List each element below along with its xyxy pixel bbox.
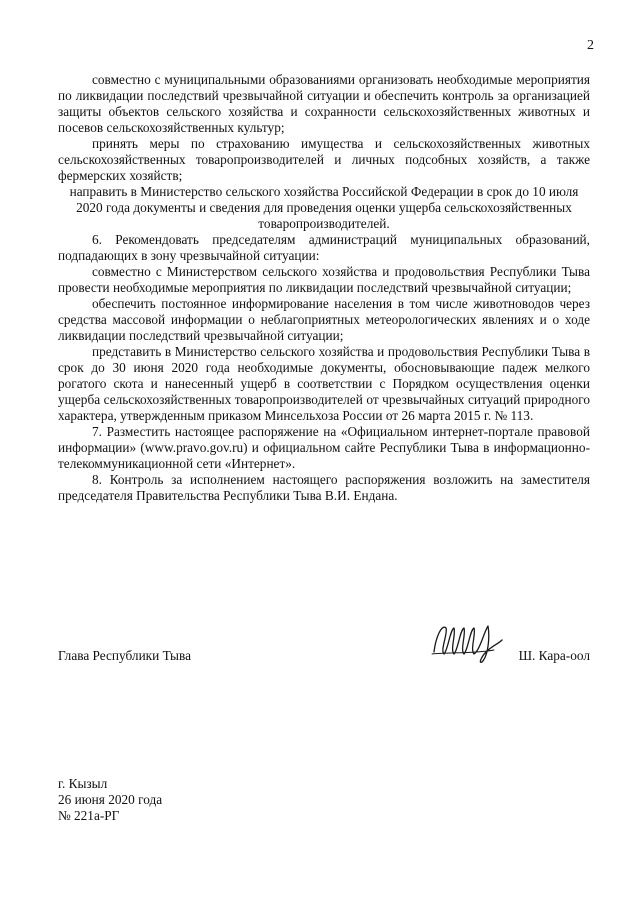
paragraph-item-7: 7. Разместить настоящее распоряжение на «Официальном интернет-портале правовой информации» (www.pravo.gov.ru) и официальном сайте Республики Тыва в информационно-телекоммуникационной сети «Интернет».: [58, 424, 590, 471]
paragraph-submit-documents: представить в Министерство сельского хозяйства и продовольствия Республики Тыва в срок до 30 июня 2020 года необходимые документы, обосновывающие падеж мелкого рогатого скота и нанесенный ущерб в соответствии с Порядком осуществления оценки ущерба сельскохозяйственных товаропроизводителей от чрезвычайных ситуаций природного характера, утвержденным приказом Минсельхоза России от 26 марта 2015 г. № 113.: [58, 344, 590, 423]
paragraph-item-8: 8. Контроль за исполнением настоящего распоряжения возложить на заместителя председателя Правительства Республики Тыва В.И. Ендана.: [58, 472, 590, 503]
signatory-title: Глава Республики Тыва: [58, 648, 191, 663]
signatory-name: Ш. Кара-оол: [518, 648, 590, 663]
paragraph-informing: обеспечить постоянное информирование населения в том числе животноводов через средства массовой информации о неблагоприятных метеорологических явлениях и о ходе ликвидации последствий чрезвычайной ситуации;: [58, 296, 590, 343]
handwritten-signature: [428, 616, 508, 666]
paragraph-item-6: 6. Рекомендовать председателям администраций муниципальных образований, подпадающих в зону чрезвычайной ситуации:: [58, 232, 590, 263]
place-of-signing: г. Кызыл: [58, 776, 108, 791]
paragraph-insurance-measures: принять меры по страхованию имущества и сельскохозяйственных животных сельскохозяйственных товаропроизводителей и личных подсобных хозяйств, а также фермерских хозяйств;: [58, 136, 590, 183]
document-number: № 221а-РГ: [58, 808, 120, 823]
document-body: [58, 72, 590, 504]
paragraph-send-documents: направить в Министерство сельского хозяйства Российской Федерации в срок до 10 июля 2020 года документы и сведения для проведения оценки ущерба сельскохозяйственных товаропроизводителей.: [69, 184, 579, 231]
document-date: 26 июня 2020 года: [58, 792, 163, 807]
page-number: 2: [587, 38, 594, 53]
document-footer: [58, 776, 358, 824]
paragraph-organize-measures: совместно с муниципальными образованиями организовать необходимые мероприятия по ликвидации последствий чрезвычайной ситуации и обеспечить контроль за организацией защиты объектов сельского хозяйства и сохранности сельскохозяйственных животных и посевов сельскохозяйственных культур;: [58, 72, 590, 135]
paragraph-joint-measures: совместно с Министерством сельского хозяйства и продовольствия Республики Тыва провести необходимые мероприятия по ликвидации последствий чрезвычайной ситуации;: [58, 264, 590, 295]
signature-block: [58, 616, 590, 676]
